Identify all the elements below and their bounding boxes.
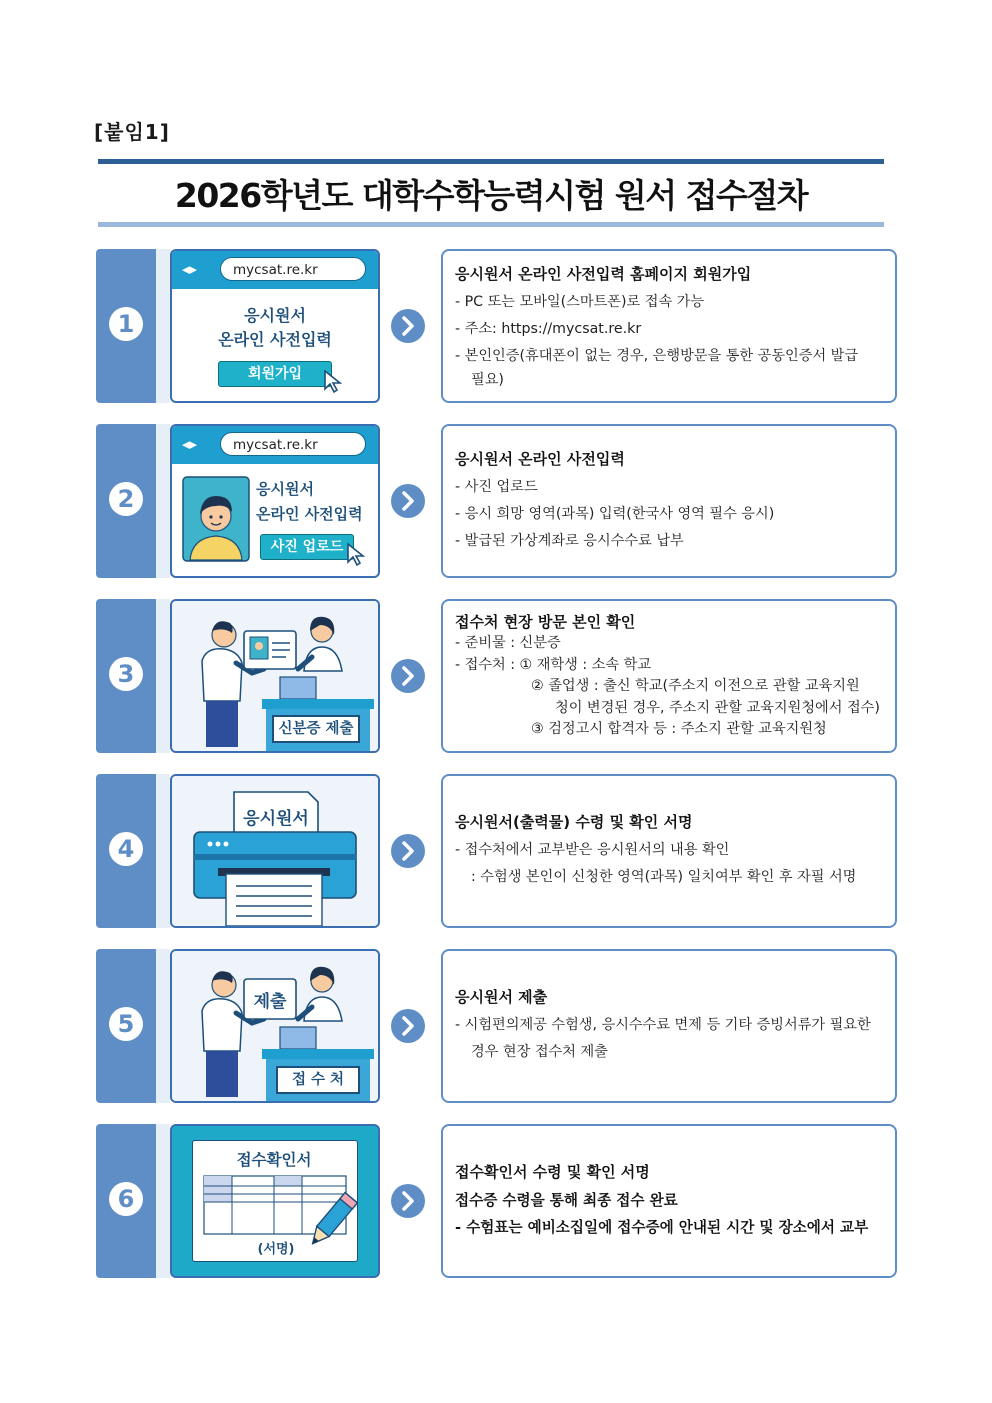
step-strip-band (156, 949, 170, 1103)
title-rule-bottom (98, 222, 884, 227)
step-number: 6 (109, 1182, 143, 1216)
step-2 (96, 424, 897, 578)
step-number-strip (96, 424, 156, 578)
step-heading: 응시원서 온라인 사전입력 (455, 449, 625, 468)
step-illustration (170, 424, 380, 578)
desc-line: ② 졸업생 : 출신 학교(주소지 이전으로 관할 교육지원 (531, 678, 860, 695)
title-rule-top (98, 159, 884, 164)
illustration-line1: 응시원서 (244, 306, 306, 325)
step-strip-band (156, 424, 170, 578)
step-description (441, 774, 897, 928)
desc-line: - 수험표는 예비소집일에 접수증에 안내된 시간 및 장소에서 교부 (455, 1219, 869, 1236)
attachment-label: [붙임1] (94, 120, 170, 144)
desc-line: - 주소: https://mycsat.re.kr (455, 320, 642, 337)
step-number: 2 (109, 482, 143, 516)
step-illustration (170, 1124, 380, 1278)
step-6 (96, 1124, 897, 1278)
step-number-strip (96, 949, 156, 1103)
desc-line: ③ 검정고시 합격자 등 : 주소지 관할 교육지원청 (531, 721, 827, 738)
step-number-strip (96, 249, 156, 403)
desc-line: : 수험생 본인이 신청한 영역(과목) 일치여부 확인 후 자필 서명 (471, 869, 857, 885)
chevron-right-icon (391, 834, 425, 868)
id-submit-tag: 신분증 제출 (272, 715, 360, 743)
chevron-right-icon (391, 309, 425, 343)
signup-button: 회원가입 (218, 361, 332, 387)
browser-bar (172, 426, 378, 464)
step-strip-band (156, 599, 170, 753)
step-4 (96, 774, 897, 928)
step-number-strip (96, 774, 156, 928)
chevron-right-icon (391, 1009, 425, 1043)
step-description (441, 424, 897, 578)
photo-upload-button: 사진 업로드 (260, 534, 354, 560)
step-illustration (170, 599, 380, 753)
step-heading: 접수처 현장 방문 본인 확인 (455, 613, 636, 632)
desc-line: 접수증 수령을 통해 최종 접수 완료 (455, 1192, 678, 1209)
chevron-right-icon (391, 1184, 425, 1218)
signature-label: (서명) (257, 1242, 295, 1257)
illustration-line2: 온라인 사전입력 (218, 330, 332, 349)
step-strip-band (156, 249, 170, 403)
step-number-strip (96, 1124, 156, 1278)
step-heading: 응시원서 제출 (455, 988, 548, 1006)
step-number: 5 (109, 1007, 143, 1041)
cursor-icon (322, 369, 346, 395)
step-heading: 응시원서(출력물) 수령 및 확인 서명 (455, 813, 693, 831)
printer-icon (172, 776, 378, 926)
step-illustration (170, 774, 380, 928)
step-1 (96, 249, 897, 403)
desc-line: - 접수처에서 교부받은 응시원서의 내용 확인 (455, 842, 730, 858)
desc-line: - 시험편의제공 수험생, 응시수수료 면제 등 기타 증빙서류가 필요한 (455, 1017, 871, 1033)
document-title: 접수확인서 (236, 1151, 312, 1169)
step-number: 3 (109, 657, 143, 691)
paper-label: 응시원서 (243, 809, 309, 829)
desc-line: - 본인인증(휴대폰이 없는 경우, 은행방문을 통한 공동인증서 발급 (455, 347, 859, 364)
browser-bar (172, 251, 378, 289)
step-illustration (170, 249, 380, 403)
chevron-right-icon (391, 659, 425, 693)
url-field: mycsat.re.kr (220, 432, 366, 456)
step-3 (96, 599, 897, 753)
step-strip-band (156, 1124, 170, 1278)
step-strip-band (156, 774, 170, 928)
nav-arrows-icon: ◂▸ (182, 260, 198, 278)
step-description (441, 249, 897, 403)
desc-line: 청이 변경된 경우, 주소지 관할 교육지원청에서 접수) (555, 699, 880, 716)
reception-tag: 접 수 처 (276, 1066, 360, 1094)
nav-arrows-icon: ◂▸ (182, 435, 198, 453)
step-number-strip (96, 599, 156, 753)
cursor-icon (345, 542, 369, 568)
pencil-icon (300, 1188, 360, 1258)
illustration-line1: 응시원서 (256, 480, 314, 498)
page-title: 2026학년도 대학수학능력시험 원서 접수절차 (174, 176, 808, 215)
step-heading: 응시원서 온라인 사전입력 홈페이지 회원가입 (455, 264, 752, 283)
step-description (441, 949, 897, 1103)
illustration-line2: 온라인 사전입력 (256, 505, 363, 523)
paper-label: 제출 (253, 992, 287, 1012)
step-description (441, 599, 897, 753)
desc-line: - 사진 업로드 (455, 478, 538, 495)
desc-line: - 준비물 : 신분증 (455, 635, 561, 652)
desc-line: 경우 현장 접수처 제출 (471, 1044, 608, 1060)
desc-line: - 응시 희망 영역(과목) 입력(한국사 영역 필수 응시) (455, 505, 775, 522)
desc-line: 필요) (471, 371, 504, 388)
step-number: 4 (109, 832, 143, 866)
avatar (182, 476, 250, 562)
chevron-right-icon (391, 484, 425, 518)
url-field: mycsat.re.kr (220, 257, 366, 281)
step-5 (96, 949, 897, 1103)
desc-line: - 발급된 가상계좌로 응시수수료 납부 (455, 532, 684, 549)
step-description (441, 1124, 897, 1278)
step-illustration (170, 949, 380, 1103)
desc-line: - 접수처 : ① 재학생 : 소속 학교 (455, 656, 652, 673)
step-number: 1 (109, 307, 143, 341)
step-heading: 접수확인서 수령 및 확인 서명 (455, 1163, 650, 1181)
desc-line: - PC 또는 모바일(스마트폰)로 접속 가능 (455, 293, 705, 310)
